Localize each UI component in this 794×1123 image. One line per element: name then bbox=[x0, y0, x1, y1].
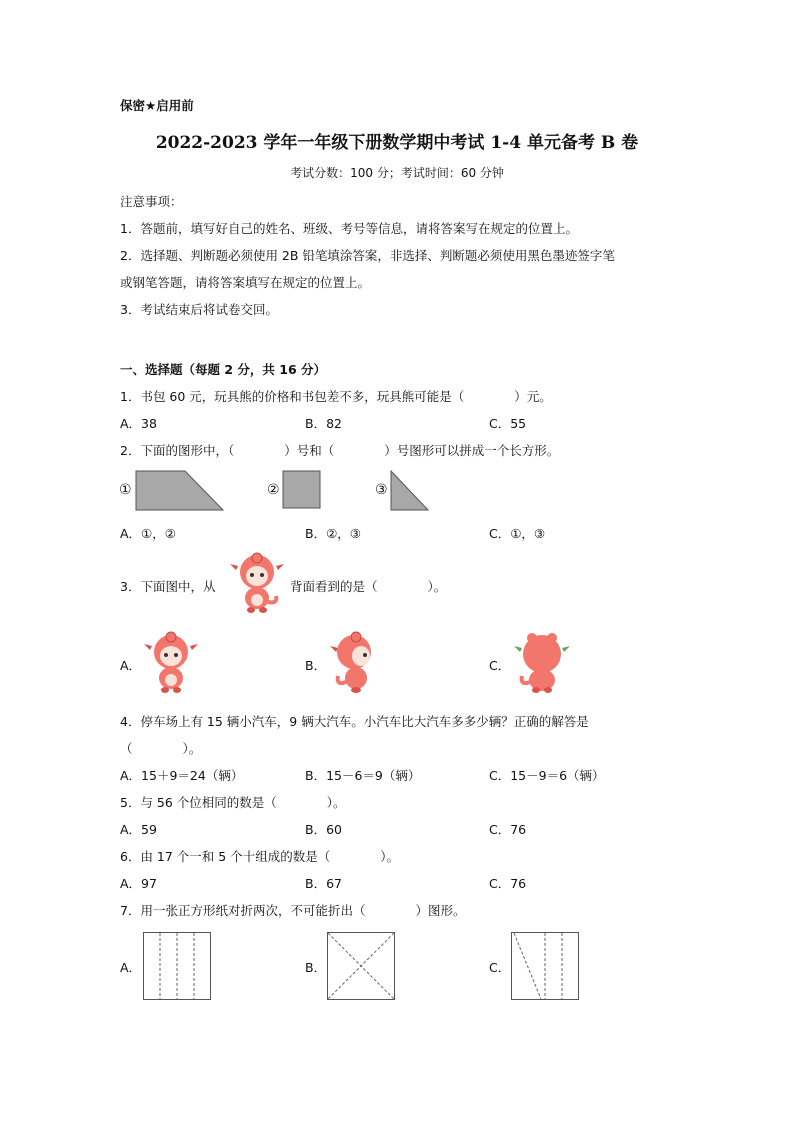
option-c[interactable]: C．55 bbox=[489, 416, 527, 431]
note-item: 3．考试结束后将试卷交回。 bbox=[120, 302, 278, 317]
shape-label: ② bbox=[267, 482, 280, 498]
question-stem-suffix: 背面看到的是（ ）。 bbox=[290, 579, 447, 594]
option-a[interactable]: A．38 bbox=[120, 416, 157, 431]
confidential-label: 保密★启用前 bbox=[120, 98, 194, 113]
section-title: 一、选择题（每题 2 分，共 16 分） bbox=[120, 362, 327, 377]
option-a[interactable]: A． bbox=[120, 960, 142, 975]
fold-mixed-figure[interactable] bbox=[511, 932, 579, 1000]
option-b[interactable]: B．82 bbox=[305, 416, 342, 431]
note-item: 1．答题前，填写好自己的姓名、班级、考号等信息，请将答案写在规定的位置上。 bbox=[120, 221, 578, 236]
question-stem: 1．书包 60 元，玩具熊的价格和书包差不多，玩具熊可能是（ ）元。 bbox=[120, 389, 552, 404]
question-stem: 6．由 17 个一和 5 个十组成的数是（ ）。 bbox=[120, 849, 399, 864]
dragon-front-icon bbox=[230, 552, 284, 614]
question-stem: 5．与 56 个位相同的数是（ ）。 bbox=[120, 795, 346, 810]
option-a[interactable]: A． bbox=[120, 658, 142, 673]
question-stem-cont: （ ）。 bbox=[120, 741, 202, 756]
notes-heading: 注意事项： bbox=[120, 194, 183, 209]
exam-info: 考试分数：100 分；考试时间：60 分钟 bbox=[290, 166, 504, 180]
fold-vertical-lines-figure[interactable] bbox=[143, 932, 211, 1000]
shape-label: ③ bbox=[375, 482, 388, 498]
fold-diagonal-figure[interactable] bbox=[327, 932, 395, 1000]
question-stem: 4．停车场上有 15 辆小汽车，9 辆大汽车。小汽车比大汽车多多少辆？正确的解答是 bbox=[120, 714, 589, 729]
option-a[interactable]: A．15＋9＝24（辆） bbox=[120, 768, 244, 783]
option-c[interactable]: C． bbox=[489, 960, 511, 975]
option-a[interactable]: A．97 bbox=[120, 876, 157, 891]
option-b[interactable]: B．60 bbox=[305, 822, 342, 837]
note-item: 或钢笔答题，请将答案填写在规定的位置上。 bbox=[120, 275, 371, 290]
option-b[interactable]: B． bbox=[305, 658, 327, 673]
question-stem: 7．用一张正方形纸对折两次，不可能折出（ ）图形。 bbox=[120, 903, 466, 918]
option-b[interactable]: B． bbox=[305, 960, 327, 975]
option-b[interactable]: B．67 bbox=[305, 876, 342, 891]
page-title: 2022-2023 学年一年级下册数学期中考试 1-4 单元备考 B 卷 bbox=[155, 133, 639, 153]
option-c[interactable]: C． bbox=[489, 658, 511, 673]
question-stem: 2．下面的图形中，（ ）号和（ ）号图形可以拼成一个长方形。 bbox=[120, 443, 560, 458]
option-c[interactable]: C．15－9＝6（辆） bbox=[489, 768, 605, 783]
shape-label: ① bbox=[119, 482, 132, 498]
option-a[interactable]: A．59 bbox=[120, 822, 157, 837]
option-c[interactable]: C．①，③ bbox=[489, 526, 546, 541]
dragon-side-view-icon[interactable] bbox=[330, 630, 380, 694]
dragon-front-view-icon[interactable] bbox=[144, 630, 198, 694]
square-shape bbox=[282, 470, 322, 510]
note-item: 2．选择题、判断题必须使用 2B 铅笔填涂答案，非选择、判断题必须使用黑色墨迹签字笔 bbox=[120, 248, 615, 263]
option-c[interactable]: C．76 bbox=[489, 876, 527, 891]
dragon-back-view-icon[interactable] bbox=[514, 630, 570, 694]
trapezoid-shape bbox=[135, 470, 225, 512]
option-b[interactable]: B．②，③ bbox=[305, 526, 361, 541]
option-a[interactable]: A．①，② bbox=[120, 526, 176, 541]
triangle-shape bbox=[390, 470, 430, 512]
option-c[interactable]: C．76 bbox=[489, 822, 527, 837]
option-b[interactable]: B．15－6＝9（辆） bbox=[305, 768, 421, 783]
question-stem: 3．下面图中，从 bbox=[120, 579, 216, 594]
